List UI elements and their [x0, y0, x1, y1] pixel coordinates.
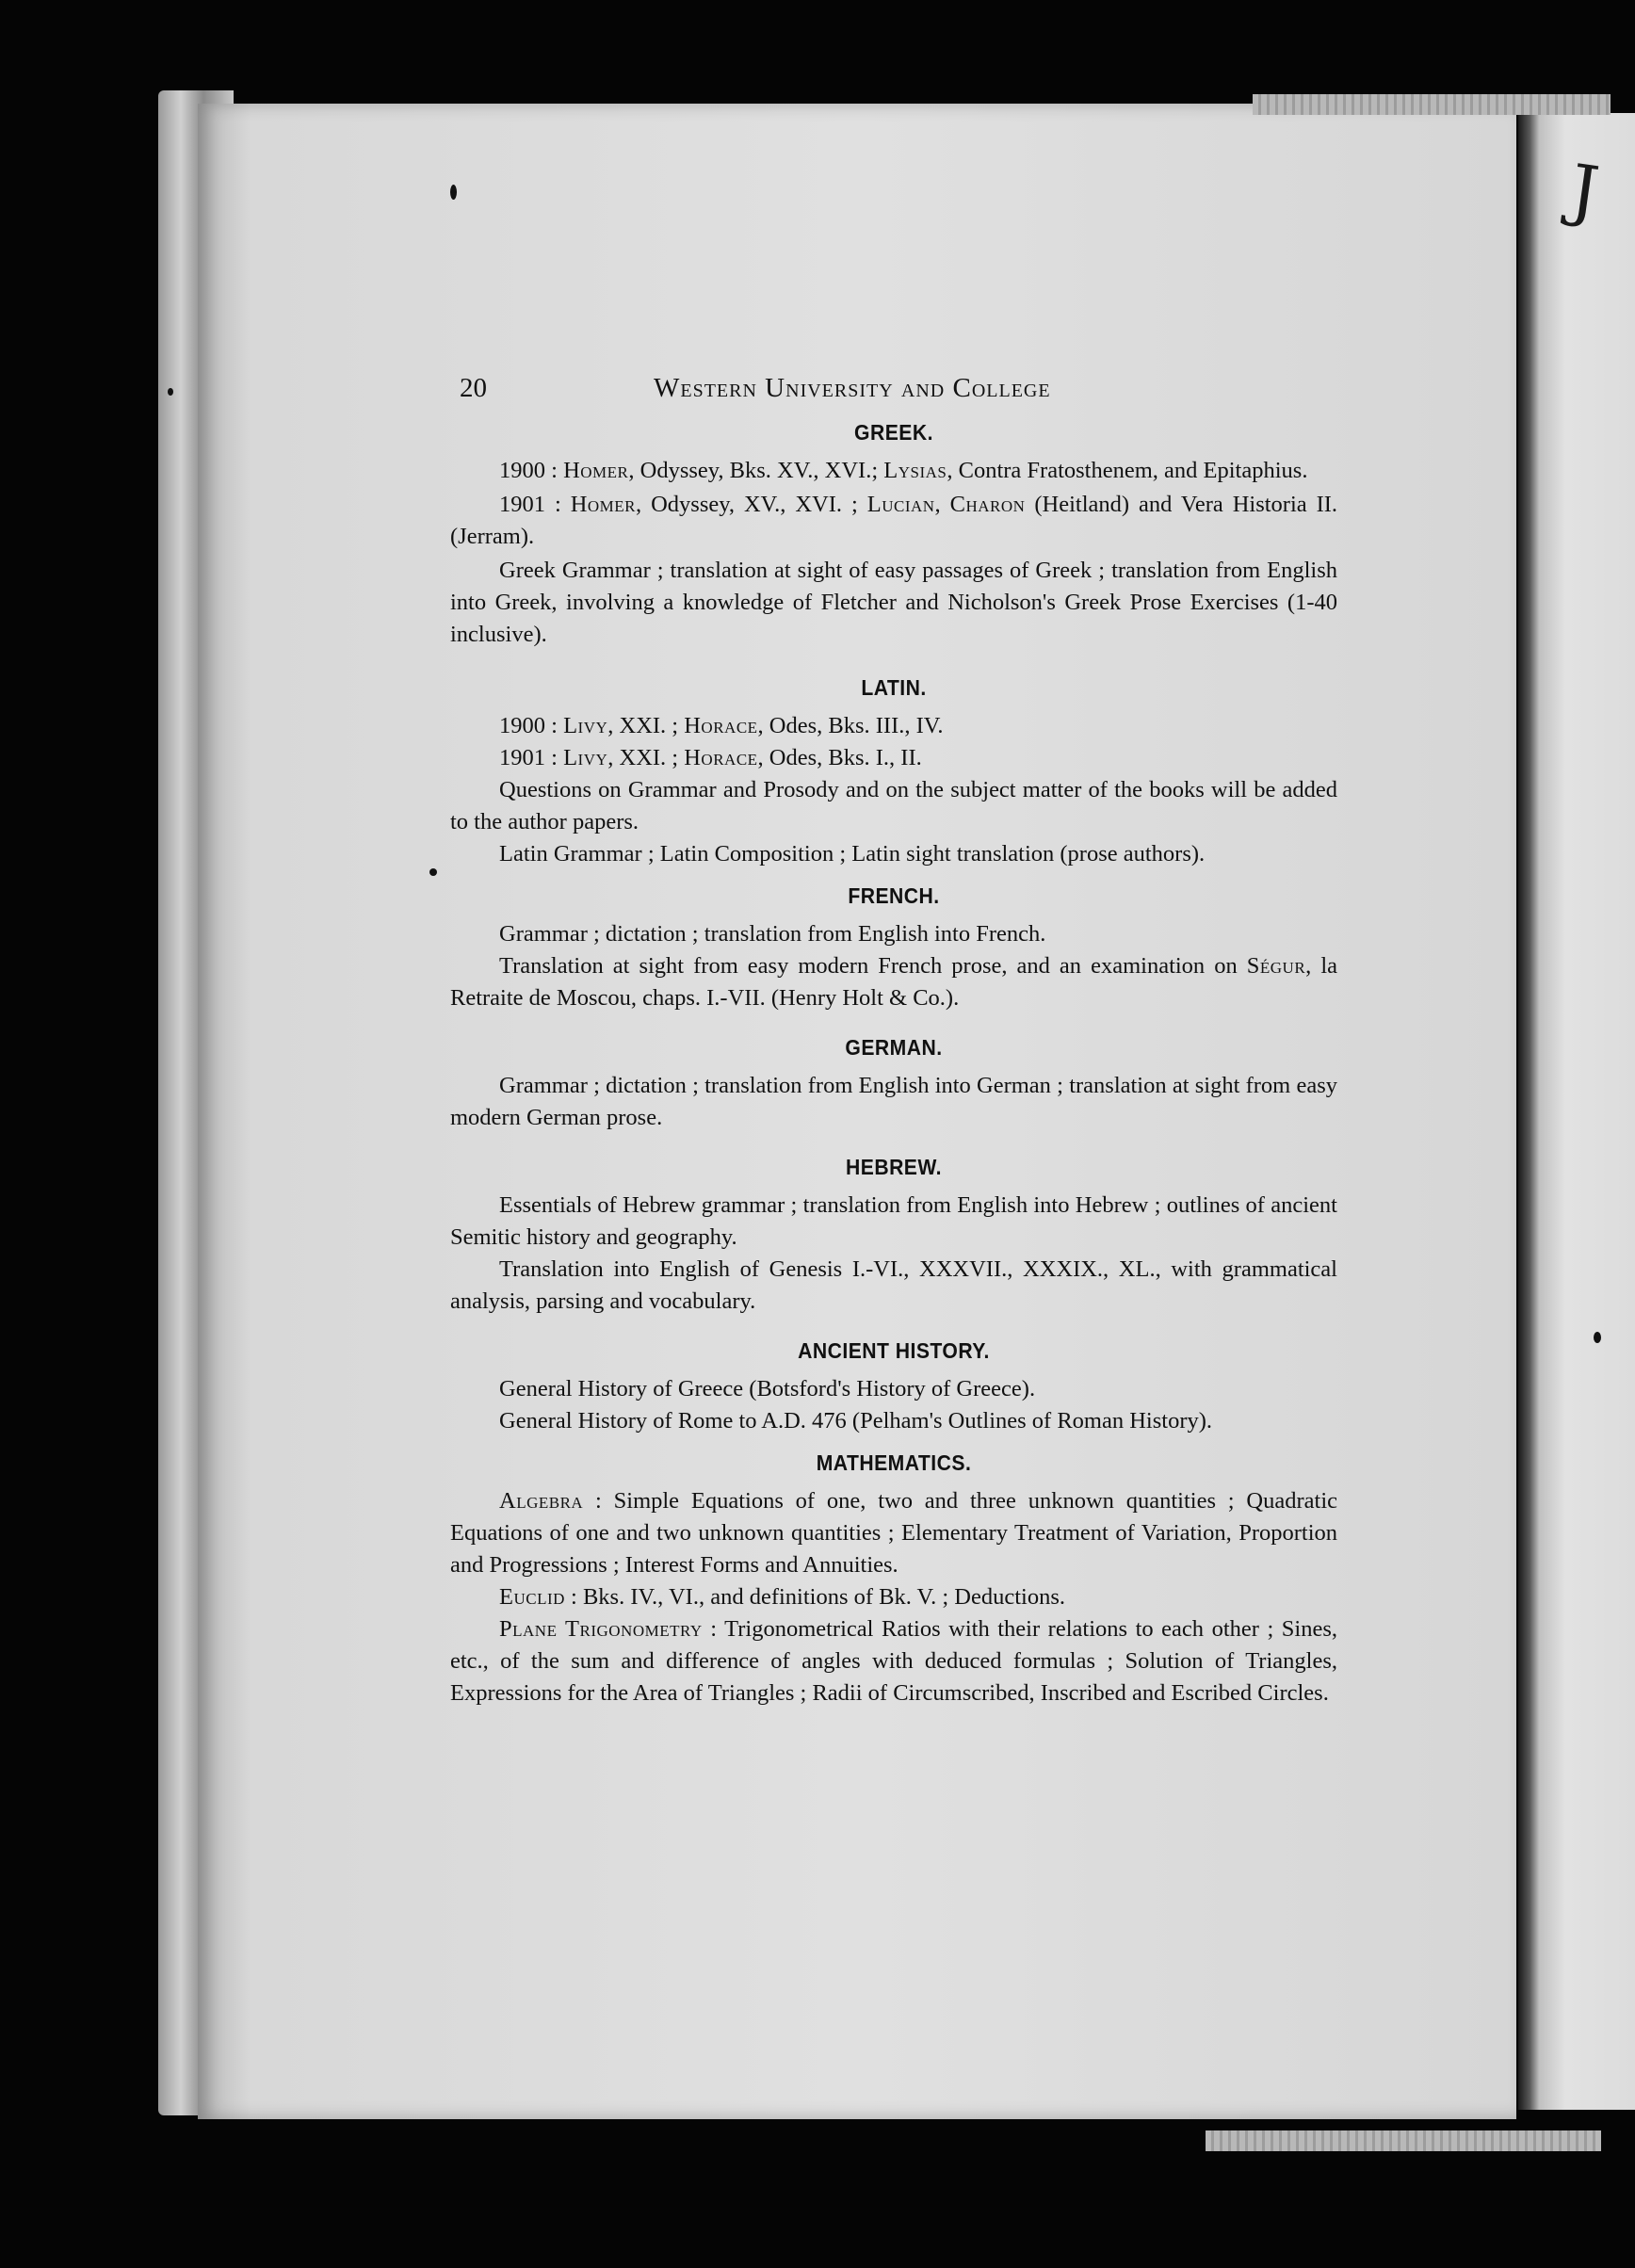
binding-tape-bottom: [1206, 2130, 1601, 2151]
latin-1901: 1901 : Livy, XXI. ; Horace, Odes, Bks. I., II.: [499, 745, 922, 770]
scan-speck: [429, 868, 437, 876]
section-heading-french: FRENCH.: [848, 883, 940, 908]
latin-questions: Questions on Grammar and Prosody and on the subject matter of the books will be added to the author papers.: [450, 777, 1337, 834]
page-number: 20: [460, 373, 487, 403]
latin-1900: 1900 : Livy, XXI. ; Horace, Odes, Bks. III., IV.: [499, 713, 944, 738]
section-heading-german: GERMAN.: [845, 1035, 943, 1060]
greek-1900: 1900 : Homer, Odyssey, Bks. XV., XVI.; Lysias, Contra Fratosthenem, and Epitaphius.: [499, 458, 1308, 483]
french-grammar: Grammar ; dictation ; translation from English into French.: [499, 921, 1046, 947]
history-rome: General History of Rome to A.D. 476 (Pelham's Outlines of Roman History).: [499, 1408, 1213, 1434]
section-heading-greek: GREEK.: [854, 420, 933, 445]
latin-grammar: Latin Grammar ; Latin Composition ; Latin sight translation (prose authors).: [499, 841, 1206, 867]
hebrew-translation: Translation into English of Genesis I.-VI., XXXVII., XXXIX., XL., with grammatical analysis, parsing and vocabulary.: [450, 1256, 1337, 1314]
math-trigonometry: Plane Trigonometry : Trigonometrical Ratios with their relations to each other ; Sines, etc., of the sum and difference of angles with deduced formulas ; Solution of Triangles, Expressions for the Area of Triangles ; Radii of Circumscribed, Inscribed and Escribed Circles.: [450, 1616, 1338, 1706]
greek-grammar: Greek Grammar ; translation at sight of easy passages of Greek ; translation from English into Greek, involving a knowledge of Fletcher and Nicholson's Greek Prose Exercises (1-40 inclusive).: [450, 558, 1337, 647]
facing-page-edge: [1518, 113, 1635, 2110]
hebrew-essentials: Essentials of Hebrew grammar ; translation from English into Hebrew ; outlines of ancient Semitic history and geography.: [450, 1192, 1337, 1250]
binding-tape-top: [1253, 94, 1611, 115]
running-title: Western University and College: [654, 373, 1051, 403]
section-heading-latin: LATIN.: [861, 675, 927, 700]
math-euclid: Euclid : Bks. IV., VI., and definitions of Bk. V. ; Deductions.: [499, 1584, 1065, 1610]
section-heading-mathematics: MATHEMATICS.: [816, 1450, 972, 1475]
history-greece: General History of Greece (Botsford's History of Greece).: [499, 1376, 1036, 1401]
section-heading-hebrew: HEBREW.: [846, 1155, 942, 1179]
french-translation: Translation at sight from easy modern French prose, and an examination on Ségur, la Retraite de Moscou, chaps. I.-VII. (Henry Holt & Co.).: [450, 953, 1337, 1011]
german-grammar: Grammar ; dictation ; translation from English into German ; translation at sight from easy modern German prose.: [450, 1073, 1337, 1130]
running-head: [450, 373, 1337, 420]
page-text: [450, 373, 1337, 1709]
greek-1901: 1901 : Homer, Odyssey, XV., XVI. ; Lucian, Charon (Heitland) and Vera Historia II. (Jerram).: [450, 492, 1338, 549]
pen-mark: J: [1565, 149, 1604, 232]
scan-speck: [168, 388, 173, 396]
math-algebra: Algebra : Simple Equations of one, two and three unknown quantities ; Quadratic Equations of one and two unknown quantities ; Elementary Treatment of Variation, Proportion and Progressions ; Interest Forms and Annuities.: [450, 1488, 1337, 1578]
section-heading-ancient-history: ANCIENT HISTORY.: [798, 1338, 990, 1363]
scan-speck: [450, 185, 457, 200]
scan-speck: [1594, 1332, 1601, 1343]
